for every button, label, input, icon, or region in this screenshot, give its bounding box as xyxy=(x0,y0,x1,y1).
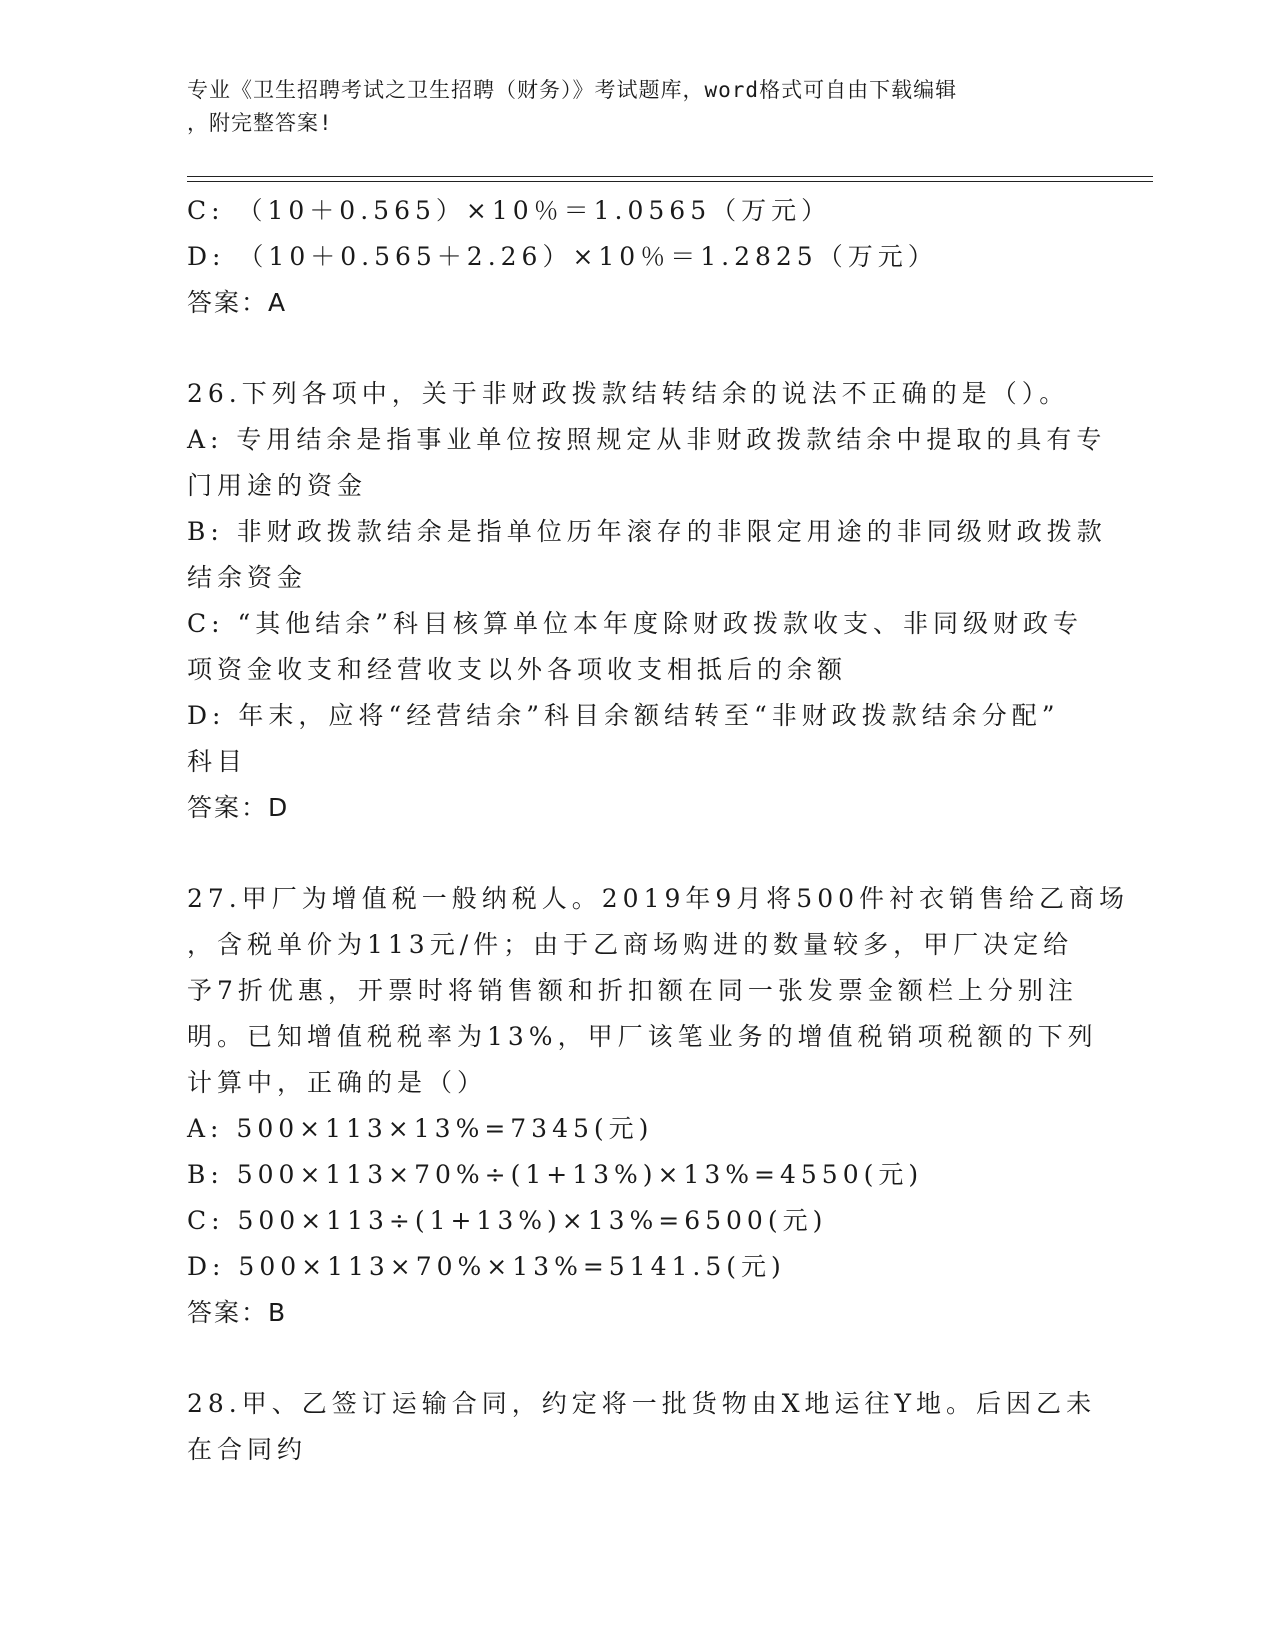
question-stem-continued: ，含税单价为113元/件；由于乙商场购进的数量较多，甲厂决定给 xyxy=(187,930,1074,959)
option-a: A: 专用结余是指事业单位按照规定从非财政拨款结余中提取的具有专 xyxy=(187,425,1107,454)
question-27 xyxy=(187,876,1130,1336)
question-content xyxy=(187,188,1130,1473)
question-stem: 28.甲、乙签订运输合同，约定将一批货物由X地运往Y地。后因乙未 xyxy=(187,1389,1097,1418)
header-divider-top xyxy=(187,176,1153,177)
option-b: B: 非财政拨款结余是指单位历年滚存的非限定用途的非同级财政拨款 xyxy=(187,517,1107,546)
question-25 xyxy=(187,188,1087,326)
option-c-continued: 项资金收支和经营收支以外各项收支相抵后的余额 xyxy=(187,655,848,684)
option-d-continued: 科目 xyxy=(187,747,248,776)
header-divider-bottom xyxy=(187,181,1153,182)
question-stem-continued: 予7折优惠，开票时将销售额和折扣额在同一张发票金额栏上分别注 xyxy=(187,976,1078,1005)
question-26 xyxy=(187,371,1107,831)
question-stem-continued: 在合同约 xyxy=(187,1435,308,1464)
answer-label: 答案：B xyxy=(187,1298,288,1327)
question-stem-continued: 明。已知增值税税率为13%，甲厂该笔业务的增值税销项税额的下列 xyxy=(187,1022,1098,1051)
option-b: B: 500×113×70%÷(1+13%)×13%=4550(元) xyxy=(187,1160,924,1189)
question-stem: 27.甲厂为增值税一般纳税人。2019年9月将500件衬衣销售给乙商场 xyxy=(187,884,1130,913)
option-d: D: 年末，应将“经营结余”科目余额结转至“非财政拨款结余分配” xyxy=(187,701,1060,730)
document-header xyxy=(187,74,1067,140)
option-c: C: “其他结余”科目核算单位本年度除财政拨款收支、非同级财政专 xyxy=(187,609,1084,638)
option-c: C: （10＋0.565）×10％＝1.0565（万元） xyxy=(187,196,832,225)
question-stem: 26.下列各项中，关于非财政拨款结转结余的说法不正确的是（）。 xyxy=(187,379,1070,408)
answer-label: 答案：A xyxy=(187,288,288,317)
question-28 xyxy=(187,1381,1097,1473)
header-line-1: 专业《卫生招聘考试之卫生招聘（财务）》考试题库，word格式可自由下载编辑 xyxy=(187,78,958,102)
question-stem-continued: 计算中，正确的是（） xyxy=(187,1068,488,1097)
option-d: D: 500×113×70%×13%=5141.5(元) xyxy=(187,1252,786,1281)
option-d: D: （10＋0.565＋2.26）×10％＝1.2825（万元） xyxy=(187,242,938,271)
option-a-continued: 门用途的资金 xyxy=(187,471,368,500)
option-a: A: 500×113×13%=7345(元) xyxy=(187,1114,654,1143)
option-b-continued: 结余资金 xyxy=(187,563,308,592)
option-c: C: 500×113÷(1+13%)×13%=6500(元) xyxy=(187,1206,828,1235)
header-line-2: ，附完整答案! xyxy=(187,111,333,135)
answer-label: 答案：D xyxy=(187,793,290,822)
